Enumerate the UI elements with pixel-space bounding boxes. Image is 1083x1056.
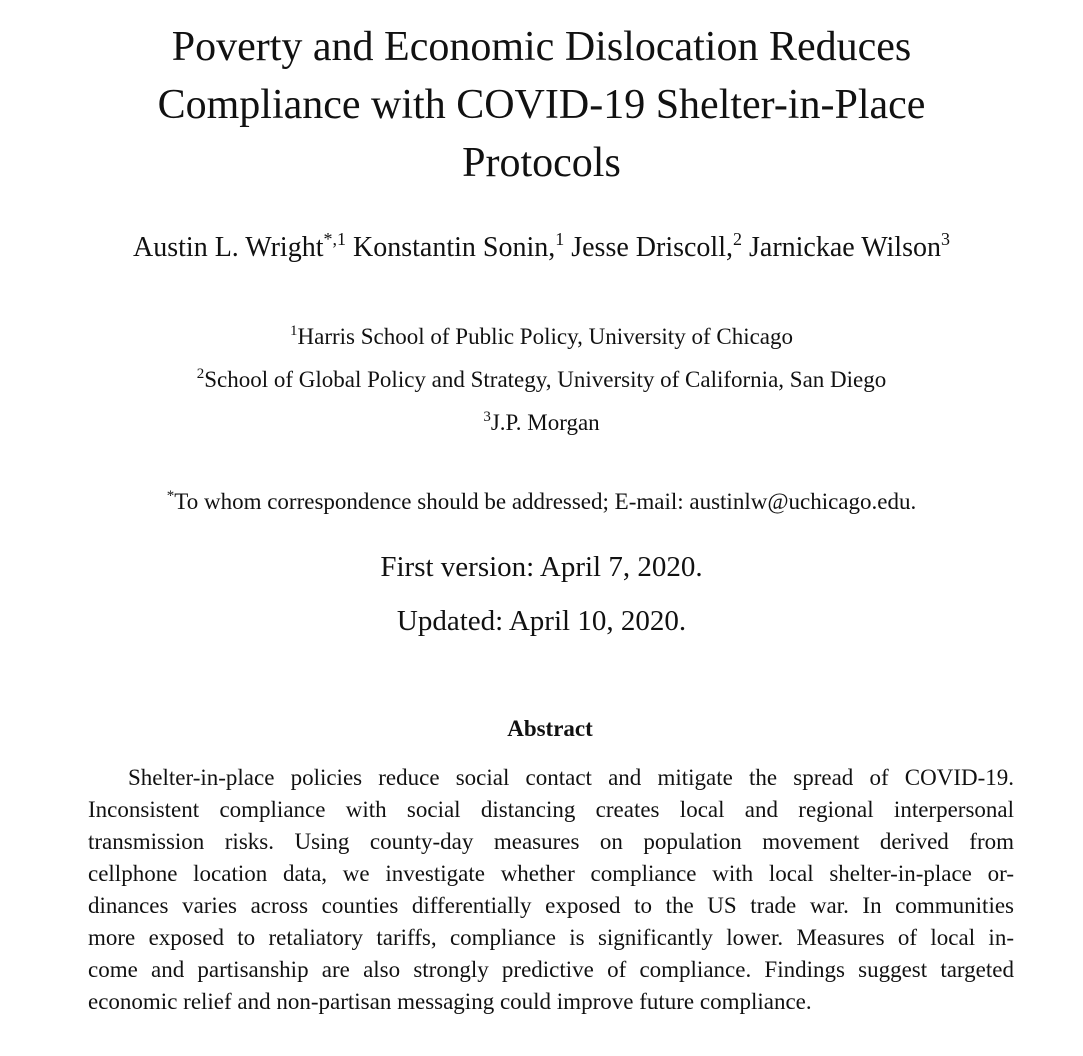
author-list — [0, 228, 1083, 268]
affiliation — [0, 401, 1083, 444]
author-affiliation-mark: 3 — [940, 229, 950, 249]
abstract-line: come and partisanship are also strongly predictive of compliance. Findings suggest targeted — [88, 957, 1014, 982]
affiliation-mark: 2 — [196, 366, 205, 382]
affiliation-text: School of Global Policy and Strategy, University of California, San Diego — [204, 367, 887, 392]
affiliation-mark: 3 — [483, 409, 491, 425]
abstract-heading: Abstract — [507, 716, 593, 741]
author-name: Jesse Driscoll, — [571, 232, 733, 263]
correspondence-mark: * — [166, 488, 175, 504]
author-affiliation-mark: 2 — [733, 229, 742, 249]
title-line: Compliance with COVID-19 Shelter-in-Place — [157, 82, 926, 128]
paper-title — [40, 18, 1043, 192]
abstract-line: cellphone location data, we investigate whether compliance with local shelter-in-place or- — [88, 861, 1014, 886]
affiliation — [0, 315, 1083, 358]
affiliation-text: J.P. Morgan — [490, 410, 600, 435]
affiliation-list — [0, 315, 1083, 444]
abstract-line: Inconsistent compliance with social distancing creates local and regional interpersonal — [88, 797, 1014, 822]
first-version-date: First version: April 7, 2020. — [380, 551, 703, 583]
affiliation-mark: 1 — [290, 323, 298, 339]
updated-date: Updated: April 10, 2020. — [396, 605, 687, 637]
title-line: Protocols — [462, 140, 621, 186]
author-affiliation-mark: *,1 — [323, 229, 346, 249]
correspondence-text: To whom correspondence should be addressed; E-mail: austinlw@uchicago.edu. — [174, 489, 917, 514]
abstract-body — [88, 762, 1014, 1018]
title-line: Poverty and Economic Dislocation Reduces — [171, 24, 912, 70]
author-name: Konstantin Sonin, — [353, 232, 556, 263]
author-name: Jarnickae Wilson — [749, 232, 941, 263]
abstract-line: Shelter-in-place policies reduce social contact and mitigate the spread of COVID-19. — [128, 765, 1014, 790]
abstract-line: economic relief and non-partisan messaging could improve future compliance. — [88, 989, 812, 1014]
affiliation-text: Harris School of Public Policy, University of Chicago — [297, 324, 793, 349]
author-name: Austin L. Wright — [133, 232, 324, 263]
correspondence-note — [0, 484, 1083, 520]
affiliation — [0, 358, 1083, 401]
abstract-line: dinances varies across counties differentially exposed to the US trade war. In communities — [88, 893, 1014, 918]
abstract-line: transmission risks. Using county-day measures on population movement derived from — [88, 829, 1014, 854]
abstract-line: more exposed to retaliatory tariffs, compliance is significantly lower. Measures of local in- — [88, 925, 1014, 950]
author-affiliation-mark: 1 — [555, 229, 565, 249]
